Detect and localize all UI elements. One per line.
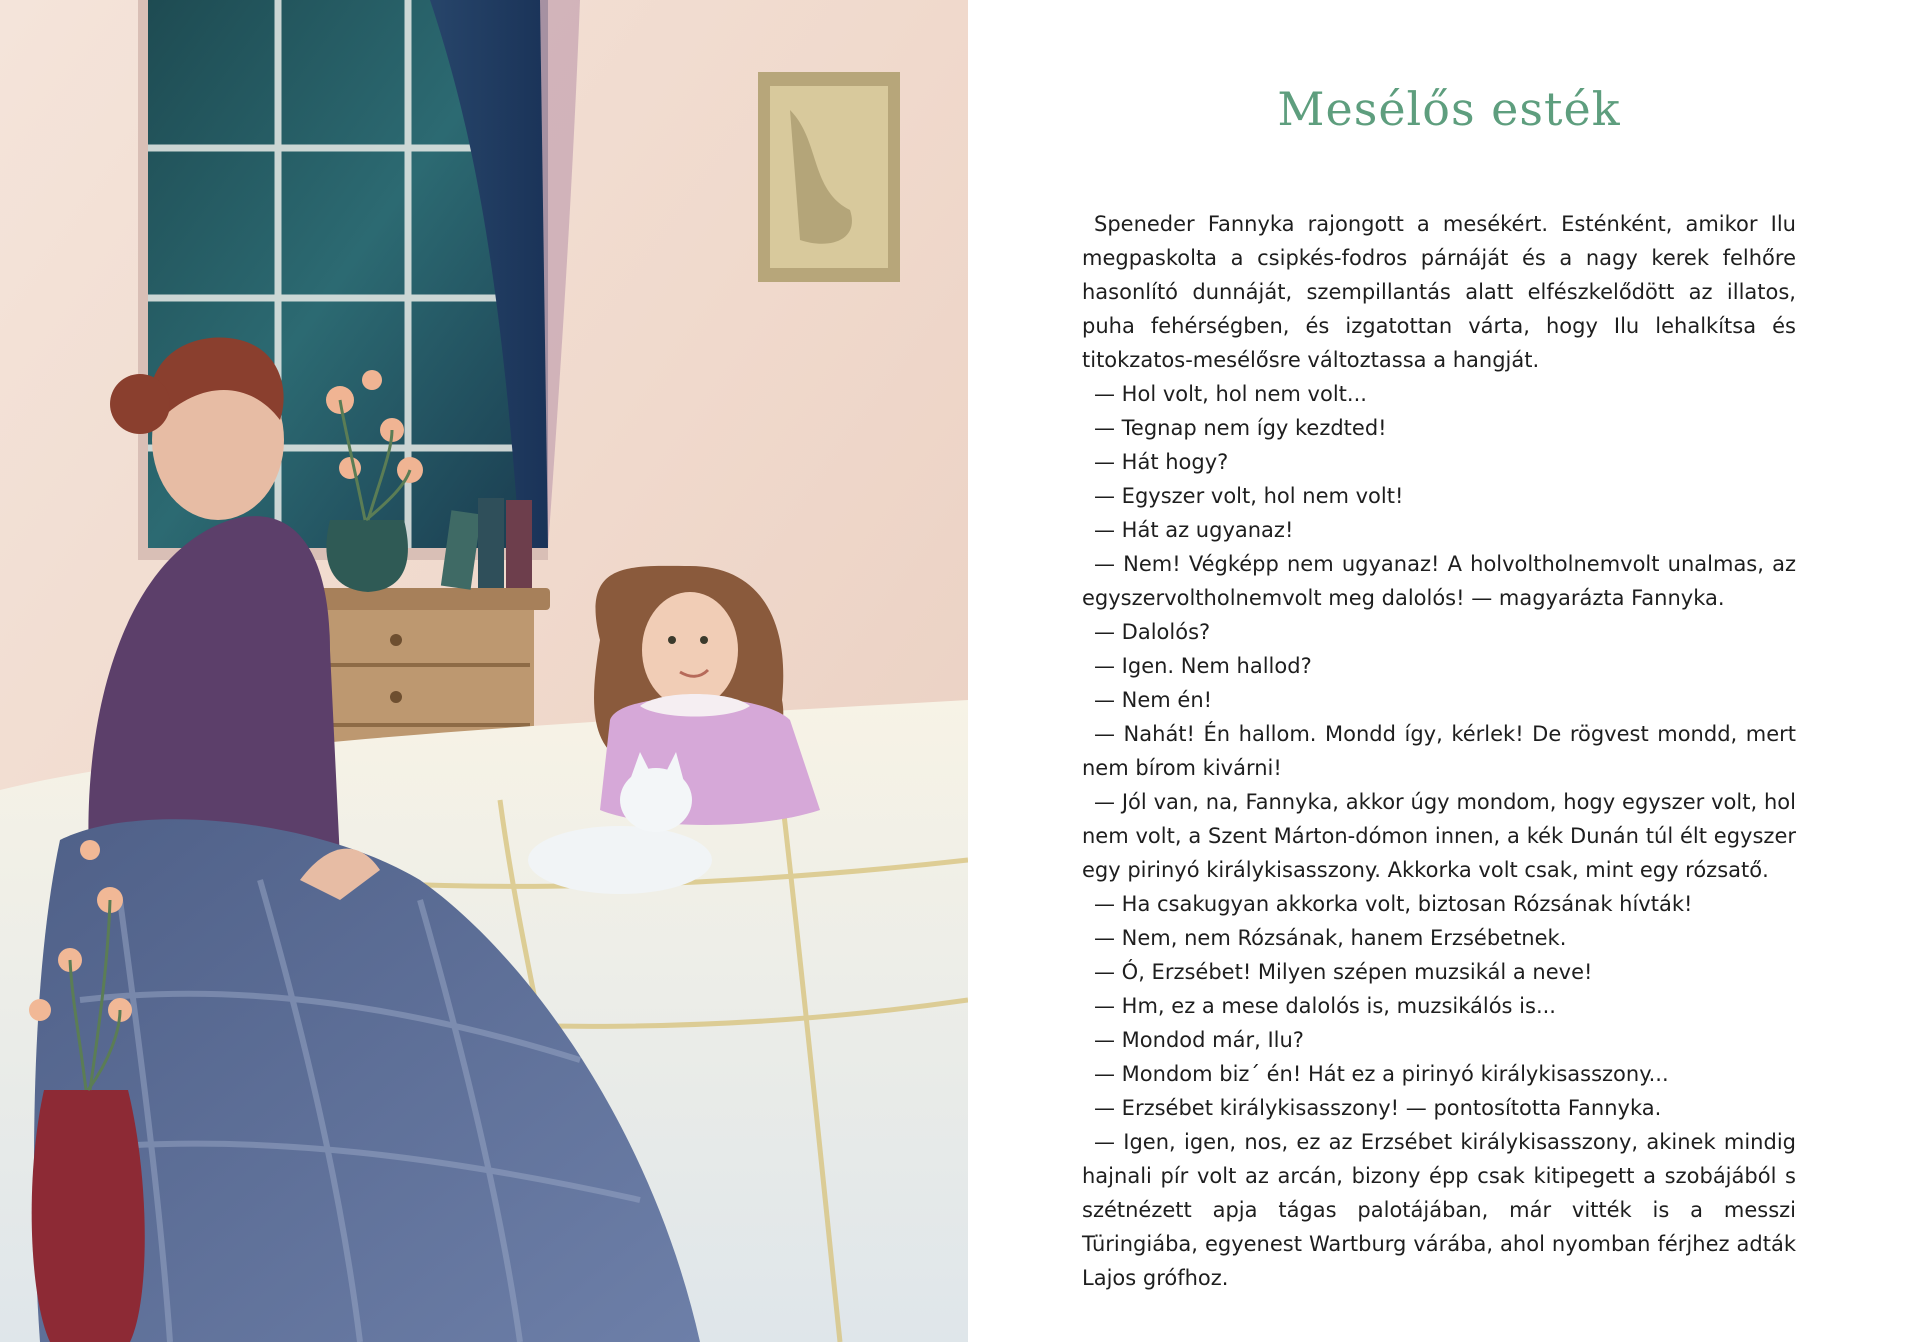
text-page <box>968 0 1930 1342</box>
story-paragraph: — Igen, igen, nos, ez az Erzsébet királykisasszony, akinek mindig hajnali pír volt az arcán, bizony épp csak kitipegett a szobájából s szétnézett apja tágas palotájában, már vitték is a messzi Türingiába, egyenest Wartburg várába, ahol nyomban férjhez adták Lajos grófhoz. <box>1082 1130 1796 1290</box>
story-paragraph: — Hm, ez a mese dalolós is, muzsikálós is... <box>1094 994 1556 1018</box>
story-paragraph: Speneder Fannyka rajongott a mesékért. Esténként, amikor Ilu megpaskolta a csipkés-fodros párnáját és a nagy kerek felhőre hasonlító dunnáját, szempillantás alatt elfészkelődött az illatos, puha fehérségben, és izgatottan várta, hogy Ilu lehalkítsa és titokzatos-mesélősre változtassa a hangját. <box>1082 212 1796 372</box>
story-paragraph: — Hát hogy? <box>1094 450 1229 474</box>
story-paragraph: — Dalolós? <box>1094 620 1211 644</box>
story-paragraph: — Igen. Nem hallod? <box>1094 654 1312 678</box>
story-paragraph: — Nem, nem Rózsának, hanem Erzsébetnek. <box>1094 926 1567 950</box>
story-paragraph: — Tegnap nem így kezdted! <box>1094 416 1387 440</box>
page-title: Mesélős esték <box>1277 82 1621 136</box>
story-paragraph: — Mondod már, Ilu? <box>1094 1028 1304 1052</box>
story-paragraph: — Erzsébet királykisasszony! — pontosította Fannyka. <box>1094 1096 1662 1120</box>
story-paragraph: — Hol volt, hol nem volt... <box>1094 382 1367 406</box>
story-paragraph: — Ha csakugyan akkorka volt, biztosan Rózsának hívták! <box>1094 892 1693 916</box>
story-paragraph: — Nem én! <box>1094 688 1213 712</box>
story-paragraph: — Ó, Erzsébet! Milyen szépen muzsikál a neve! <box>1094 960 1593 984</box>
story-paragraph: — Nahát! Én hallom. Mondd így, kérlek! De rögvest mondd, mert nem bírom kivárni! <box>1082 722 1796 780</box>
story-paragraph: — Egyszer volt, hol nem volt! <box>1094 484 1404 508</box>
story-paragraph: — Mondom biz´ én! Hát ez a pirinyó királykisasszony... <box>1094 1062 1669 1086</box>
story-paragraph: — Nem! Végképp nem ugyanaz! A holvoltholnemvolt unalmas, az egyszervoltholnemvolt meg dalolós! — magyarázta Fannyka. <box>1082 552 1796 610</box>
story-text <box>1082 207 1796 1295</box>
story-paragraph: — Jól van, na, Fannyka, akkor úgy mondom, hogy egyszer volt, hol nem volt, a Szent Márton-dómon innen, a kék Dunán túl élt egyszer egy pirinyó királykisasszony. Akkorka volt csak, mint egy rózsatő. <box>1082 790 1796 882</box>
story-paragraph: — Hát az ugyanaz! <box>1094 518 1294 542</box>
